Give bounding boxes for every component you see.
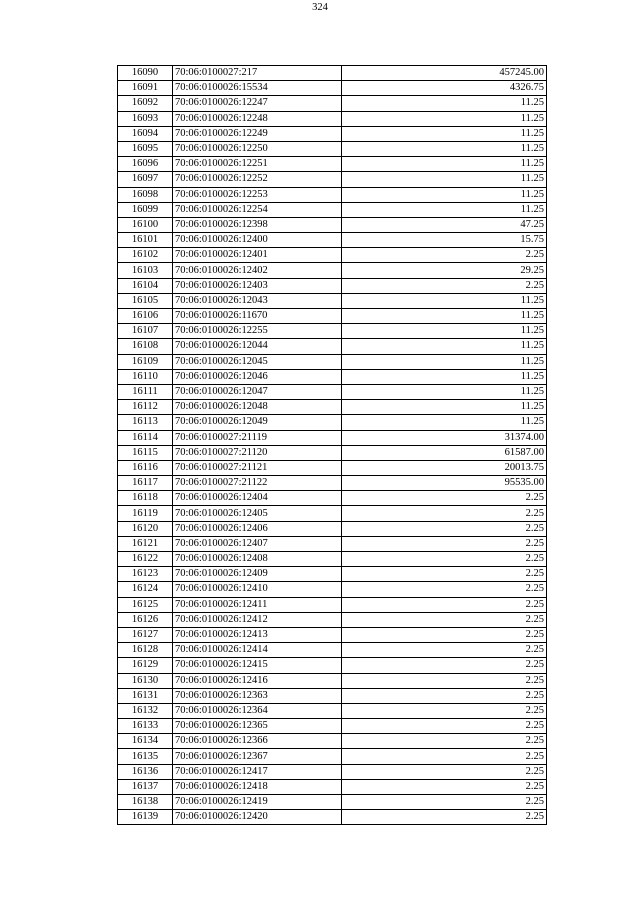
cadastral-number-cell: 70:06:0100026:12402 bbox=[173, 263, 342, 278]
row-number-cell: 16128 bbox=[118, 643, 173, 658]
value-cell: 11.25 bbox=[342, 309, 547, 324]
table-row bbox=[118, 172, 547, 187]
table-row bbox=[118, 430, 547, 445]
value-cell: 2.25 bbox=[342, 567, 547, 582]
table-row bbox=[118, 521, 547, 536]
value-cell: 29.25 bbox=[342, 263, 547, 278]
row-number-cell: 16130 bbox=[118, 673, 173, 688]
cadastral-number-cell: 70:06:0100026:12415 bbox=[173, 658, 342, 673]
row-number-cell: 16090 bbox=[118, 66, 173, 81]
value-cell: 95535.00 bbox=[342, 476, 547, 491]
row-number-cell: 16111 bbox=[118, 384, 173, 399]
row-number-cell: 16100 bbox=[118, 217, 173, 232]
table-row bbox=[118, 309, 547, 324]
value-cell: 11.25 bbox=[342, 141, 547, 156]
cadastral-number-cell: 70:06:0100026:12045 bbox=[173, 354, 342, 369]
table-body bbox=[118, 66, 547, 825]
value-cell: 11.25 bbox=[342, 369, 547, 384]
value-cell: 61587.00 bbox=[342, 445, 547, 460]
row-number-cell: 16139 bbox=[118, 810, 173, 825]
value-cell: 2.25 bbox=[342, 703, 547, 718]
table-row bbox=[118, 597, 547, 612]
cadastral-number-cell: 70:06:0100026:12047 bbox=[173, 384, 342, 399]
row-number-cell: 16116 bbox=[118, 460, 173, 475]
row-number-cell: 16112 bbox=[118, 400, 173, 415]
table-row bbox=[118, 476, 547, 491]
table-row bbox=[118, 293, 547, 308]
cadastral-number-cell: 70:06:0100026:12253 bbox=[173, 187, 342, 202]
value-cell: 11.25 bbox=[342, 202, 547, 217]
row-number-cell: 16114 bbox=[118, 430, 173, 445]
table-row bbox=[118, 111, 547, 126]
cadastral-number-cell: 70:06:0100027:21119 bbox=[173, 430, 342, 445]
row-number-cell: 16109 bbox=[118, 354, 173, 369]
cadastral-number-cell: 70:06:0100026:15534 bbox=[173, 81, 342, 96]
value-cell: 11.25 bbox=[342, 400, 547, 415]
table-row bbox=[118, 567, 547, 582]
table-row bbox=[118, 384, 547, 399]
cadastral-number-cell: 70:06:0100026:12413 bbox=[173, 627, 342, 642]
cadastral-number-cell: 70:06:0100026:12412 bbox=[173, 612, 342, 627]
cadastral-number-cell: 70:06:0100026:12406 bbox=[173, 521, 342, 536]
table-row bbox=[118, 400, 547, 415]
value-cell: 31374.00 bbox=[342, 430, 547, 445]
table-row bbox=[118, 749, 547, 764]
row-number-cell: 16095 bbox=[118, 141, 173, 156]
row-number-cell: 16126 bbox=[118, 612, 173, 627]
table-row bbox=[118, 658, 547, 673]
value-cell: 11.25 bbox=[342, 324, 547, 339]
cadastral-number-cell: 70:06:0100026:12414 bbox=[173, 643, 342, 658]
row-number-cell: 16097 bbox=[118, 172, 173, 187]
value-cell: 15.75 bbox=[342, 233, 547, 248]
value-cell: 2.25 bbox=[342, 536, 547, 551]
value-cell: 2.25 bbox=[342, 597, 547, 612]
page-number: 324 bbox=[312, 2, 328, 13]
cadastral-number-cell: 70:06:0100026:12398 bbox=[173, 217, 342, 232]
value-cell: 11.25 bbox=[342, 96, 547, 111]
row-number-cell: 16122 bbox=[118, 552, 173, 567]
row-number-cell: 16118 bbox=[118, 491, 173, 506]
value-cell: 2.25 bbox=[342, 779, 547, 794]
cadastral-number-cell: 70:06:0100026:12408 bbox=[173, 552, 342, 567]
table-row bbox=[118, 703, 547, 718]
row-number-cell: 16119 bbox=[118, 506, 173, 521]
table-row bbox=[118, 415, 547, 430]
table-row bbox=[118, 187, 547, 202]
value-cell: 2.25 bbox=[342, 552, 547, 567]
row-number-cell: 16108 bbox=[118, 339, 173, 354]
cadastral-number-cell: 70:06:0100026:12044 bbox=[173, 339, 342, 354]
value-cell: 2.25 bbox=[342, 734, 547, 749]
table-row bbox=[118, 263, 547, 278]
cadastral-number-cell: 70:06:0100026:12400 bbox=[173, 233, 342, 248]
table-row bbox=[118, 369, 547, 384]
row-number-cell: 16138 bbox=[118, 795, 173, 810]
row-number-cell: 16093 bbox=[118, 111, 173, 126]
table-row bbox=[118, 764, 547, 779]
row-number-cell: 16092 bbox=[118, 96, 173, 111]
cadastral-number-cell: 70:06:0100026:11670 bbox=[173, 309, 342, 324]
value-cell: 11.25 bbox=[342, 126, 547, 141]
table-row bbox=[118, 460, 547, 475]
cadastral-number-cell: 70:06:0100026:12251 bbox=[173, 157, 342, 172]
cadastral-number-cell: 70:06:0100026:12407 bbox=[173, 536, 342, 551]
cadastral-number-cell: 70:06:0100026:12249 bbox=[173, 126, 342, 141]
cadastral-number-cell: 70:06:0100026:12043 bbox=[173, 293, 342, 308]
row-number-cell: 16106 bbox=[118, 309, 173, 324]
table-row bbox=[118, 491, 547, 506]
table-row bbox=[118, 217, 547, 232]
cadastral-number-cell: 70:06:0100026:12410 bbox=[173, 582, 342, 597]
cadastral-number-cell: 70:06:0100027:217 bbox=[173, 66, 342, 81]
table-row bbox=[118, 339, 547, 354]
cadastral-number-cell: 70:06:0100026:12363 bbox=[173, 688, 342, 703]
cadastral-number-cell: 70:06:0100026:12409 bbox=[173, 567, 342, 582]
row-number-cell: 16102 bbox=[118, 248, 173, 263]
row-number-cell: 16115 bbox=[118, 445, 173, 460]
value-cell: 2.25 bbox=[342, 582, 547, 597]
cadastral-number-cell: 70:06:0100026:12420 bbox=[173, 810, 342, 825]
value-cell: 2.25 bbox=[342, 764, 547, 779]
value-cell: 2.25 bbox=[342, 627, 547, 642]
value-cell: 2.25 bbox=[342, 278, 547, 293]
value-cell: 11.25 bbox=[342, 111, 547, 126]
row-number-cell: 16103 bbox=[118, 263, 173, 278]
data-table bbox=[117, 65, 547, 825]
cadastral-number-cell: 70:06:0100026:12248 bbox=[173, 111, 342, 126]
row-number-cell: 16136 bbox=[118, 764, 173, 779]
value-cell: 2.25 bbox=[342, 643, 547, 658]
value-cell: 11.25 bbox=[342, 172, 547, 187]
value-cell: 11.25 bbox=[342, 339, 547, 354]
row-number-cell: 16104 bbox=[118, 278, 173, 293]
cadastral-number-cell: 70:06:0100027:21121 bbox=[173, 460, 342, 475]
table-row bbox=[118, 643, 547, 658]
cadastral-number-cell: 70:06:0100026:12404 bbox=[173, 491, 342, 506]
value-cell: 20013.75 bbox=[342, 460, 547, 475]
row-number-cell: 16132 bbox=[118, 703, 173, 718]
table-row bbox=[118, 66, 547, 81]
row-number-cell: 16133 bbox=[118, 719, 173, 734]
value-cell: 457245.00 bbox=[342, 66, 547, 81]
table-row bbox=[118, 627, 547, 642]
row-number-cell: 16098 bbox=[118, 187, 173, 202]
value-cell: 2.25 bbox=[342, 810, 547, 825]
row-number-cell: 16129 bbox=[118, 658, 173, 673]
cadastral-number-cell: 70:06:0100026:12366 bbox=[173, 734, 342, 749]
value-cell: 11.25 bbox=[342, 354, 547, 369]
table-row bbox=[118, 248, 547, 263]
cadastral-number-cell: 70:06:0100027:21122 bbox=[173, 476, 342, 491]
row-number-cell: 16124 bbox=[118, 582, 173, 597]
cadastral-number-cell: 70:06:0100026:12247 bbox=[173, 96, 342, 111]
table-row bbox=[118, 810, 547, 825]
table-row bbox=[118, 233, 547, 248]
value-cell: 2.25 bbox=[342, 521, 547, 536]
cadastral-number-cell: 70:06:0100027:21120 bbox=[173, 445, 342, 460]
row-number-cell: 16096 bbox=[118, 157, 173, 172]
table-row bbox=[118, 324, 547, 339]
row-number-cell: 16101 bbox=[118, 233, 173, 248]
table-row bbox=[118, 141, 547, 156]
table-row bbox=[118, 202, 547, 217]
table-row bbox=[118, 506, 547, 521]
cadastral-number-cell: 70:06:0100026:12416 bbox=[173, 673, 342, 688]
row-number-cell: 16110 bbox=[118, 369, 173, 384]
cadastral-number-cell: 70:06:0100026:12403 bbox=[173, 278, 342, 293]
table-row bbox=[118, 96, 547, 111]
row-number-cell: 16125 bbox=[118, 597, 173, 612]
cadastral-number-cell: 70:06:0100026:12367 bbox=[173, 749, 342, 764]
cadastral-number-cell: 70:06:0100026:12417 bbox=[173, 764, 342, 779]
cadastral-number-cell: 70:06:0100026:12252 bbox=[173, 172, 342, 187]
value-cell: 2.25 bbox=[342, 719, 547, 734]
cadastral-number-cell: 70:06:0100026:12405 bbox=[173, 506, 342, 521]
row-number-cell: 16127 bbox=[118, 627, 173, 642]
value-cell: 2.25 bbox=[342, 506, 547, 521]
table-row bbox=[118, 126, 547, 141]
row-number-cell: 16099 bbox=[118, 202, 173, 217]
table-row bbox=[118, 719, 547, 734]
table-row bbox=[118, 734, 547, 749]
row-number-cell: 16131 bbox=[118, 688, 173, 703]
value-cell: 11.25 bbox=[342, 187, 547, 202]
table-row bbox=[118, 779, 547, 794]
row-number-cell: 16113 bbox=[118, 415, 173, 430]
value-cell: 2.25 bbox=[342, 612, 547, 627]
value-cell: 2.25 bbox=[342, 248, 547, 263]
cadastral-number-cell: 70:06:0100026:12255 bbox=[173, 324, 342, 339]
row-number-cell: 16121 bbox=[118, 536, 173, 551]
cadastral-number-cell: 70:06:0100026:12401 bbox=[173, 248, 342, 263]
cadastral-number-cell: 70:06:0100026:12049 bbox=[173, 415, 342, 430]
value-cell: 2.25 bbox=[342, 673, 547, 688]
value-cell: 2.25 bbox=[342, 491, 547, 506]
table-row bbox=[118, 582, 547, 597]
value-cell: 11.25 bbox=[342, 415, 547, 430]
cadastral-number-cell: 70:06:0100026:12046 bbox=[173, 369, 342, 384]
table-row bbox=[118, 795, 547, 810]
table-row bbox=[118, 612, 547, 627]
value-cell: 2.25 bbox=[342, 658, 547, 673]
value-cell: 47.25 bbox=[342, 217, 547, 232]
table-row bbox=[118, 688, 547, 703]
cadastral-number-cell: 70:06:0100026:12365 bbox=[173, 719, 342, 734]
cadastral-number-cell: 70:06:0100026:12419 bbox=[173, 795, 342, 810]
row-number-cell: 16134 bbox=[118, 734, 173, 749]
row-number-cell: 16120 bbox=[118, 521, 173, 536]
cadastral-number-cell: 70:06:0100026:12254 bbox=[173, 202, 342, 217]
table-row bbox=[118, 536, 547, 551]
value-cell: 11.25 bbox=[342, 384, 547, 399]
table-row bbox=[118, 552, 547, 567]
table-row bbox=[118, 445, 547, 460]
cadastral-number-cell: 70:06:0100026:12250 bbox=[173, 141, 342, 156]
cadastral-number-cell: 70:06:0100026:12411 bbox=[173, 597, 342, 612]
row-number-cell: 16123 bbox=[118, 567, 173, 582]
row-number-cell: 16135 bbox=[118, 749, 173, 764]
cadastral-number-cell: 70:06:0100026:12048 bbox=[173, 400, 342, 415]
table-row bbox=[118, 673, 547, 688]
row-number-cell: 16105 bbox=[118, 293, 173, 308]
value-cell: 11.25 bbox=[342, 293, 547, 308]
table-row bbox=[118, 157, 547, 172]
cadastral-number-cell: 70:06:0100026:12364 bbox=[173, 703, 342, 718]
value-cell: 2.25 bbox=[342, 795, 547, 810]
value-cell: 4326.75 bbox=[342, 81, 547, 96]
row-number-cell: 16091 bbox=[118, 81, 173, 96]
value-cell: 2.25 bbox=[342, 688, 547, 703]
row-number-cell: 16137 bbox=[118, 779, 173, 794]
table-row bbox=[118, 354, 547, 369]
row-number-cell: 16117 bbox=[118, 476, 173, 491]
table-row bbox=[118, 278, 547, 293]
row-number-cell: 16107 bbox=[118, 324, 173, 339]
value-cell: 11.25 bbox=[342, 157, 547, 172]
row-number-cell: 16094 bbox=[118, 126, 173, 141]
value-cell: 2.25 bbox=[342, 749, 547, 764]
table-row bbox=[118, 81, 547, 96]
cadastral-number-cell: 70:06:0100026:12418 bbox=[173, 779, 342, 794]
